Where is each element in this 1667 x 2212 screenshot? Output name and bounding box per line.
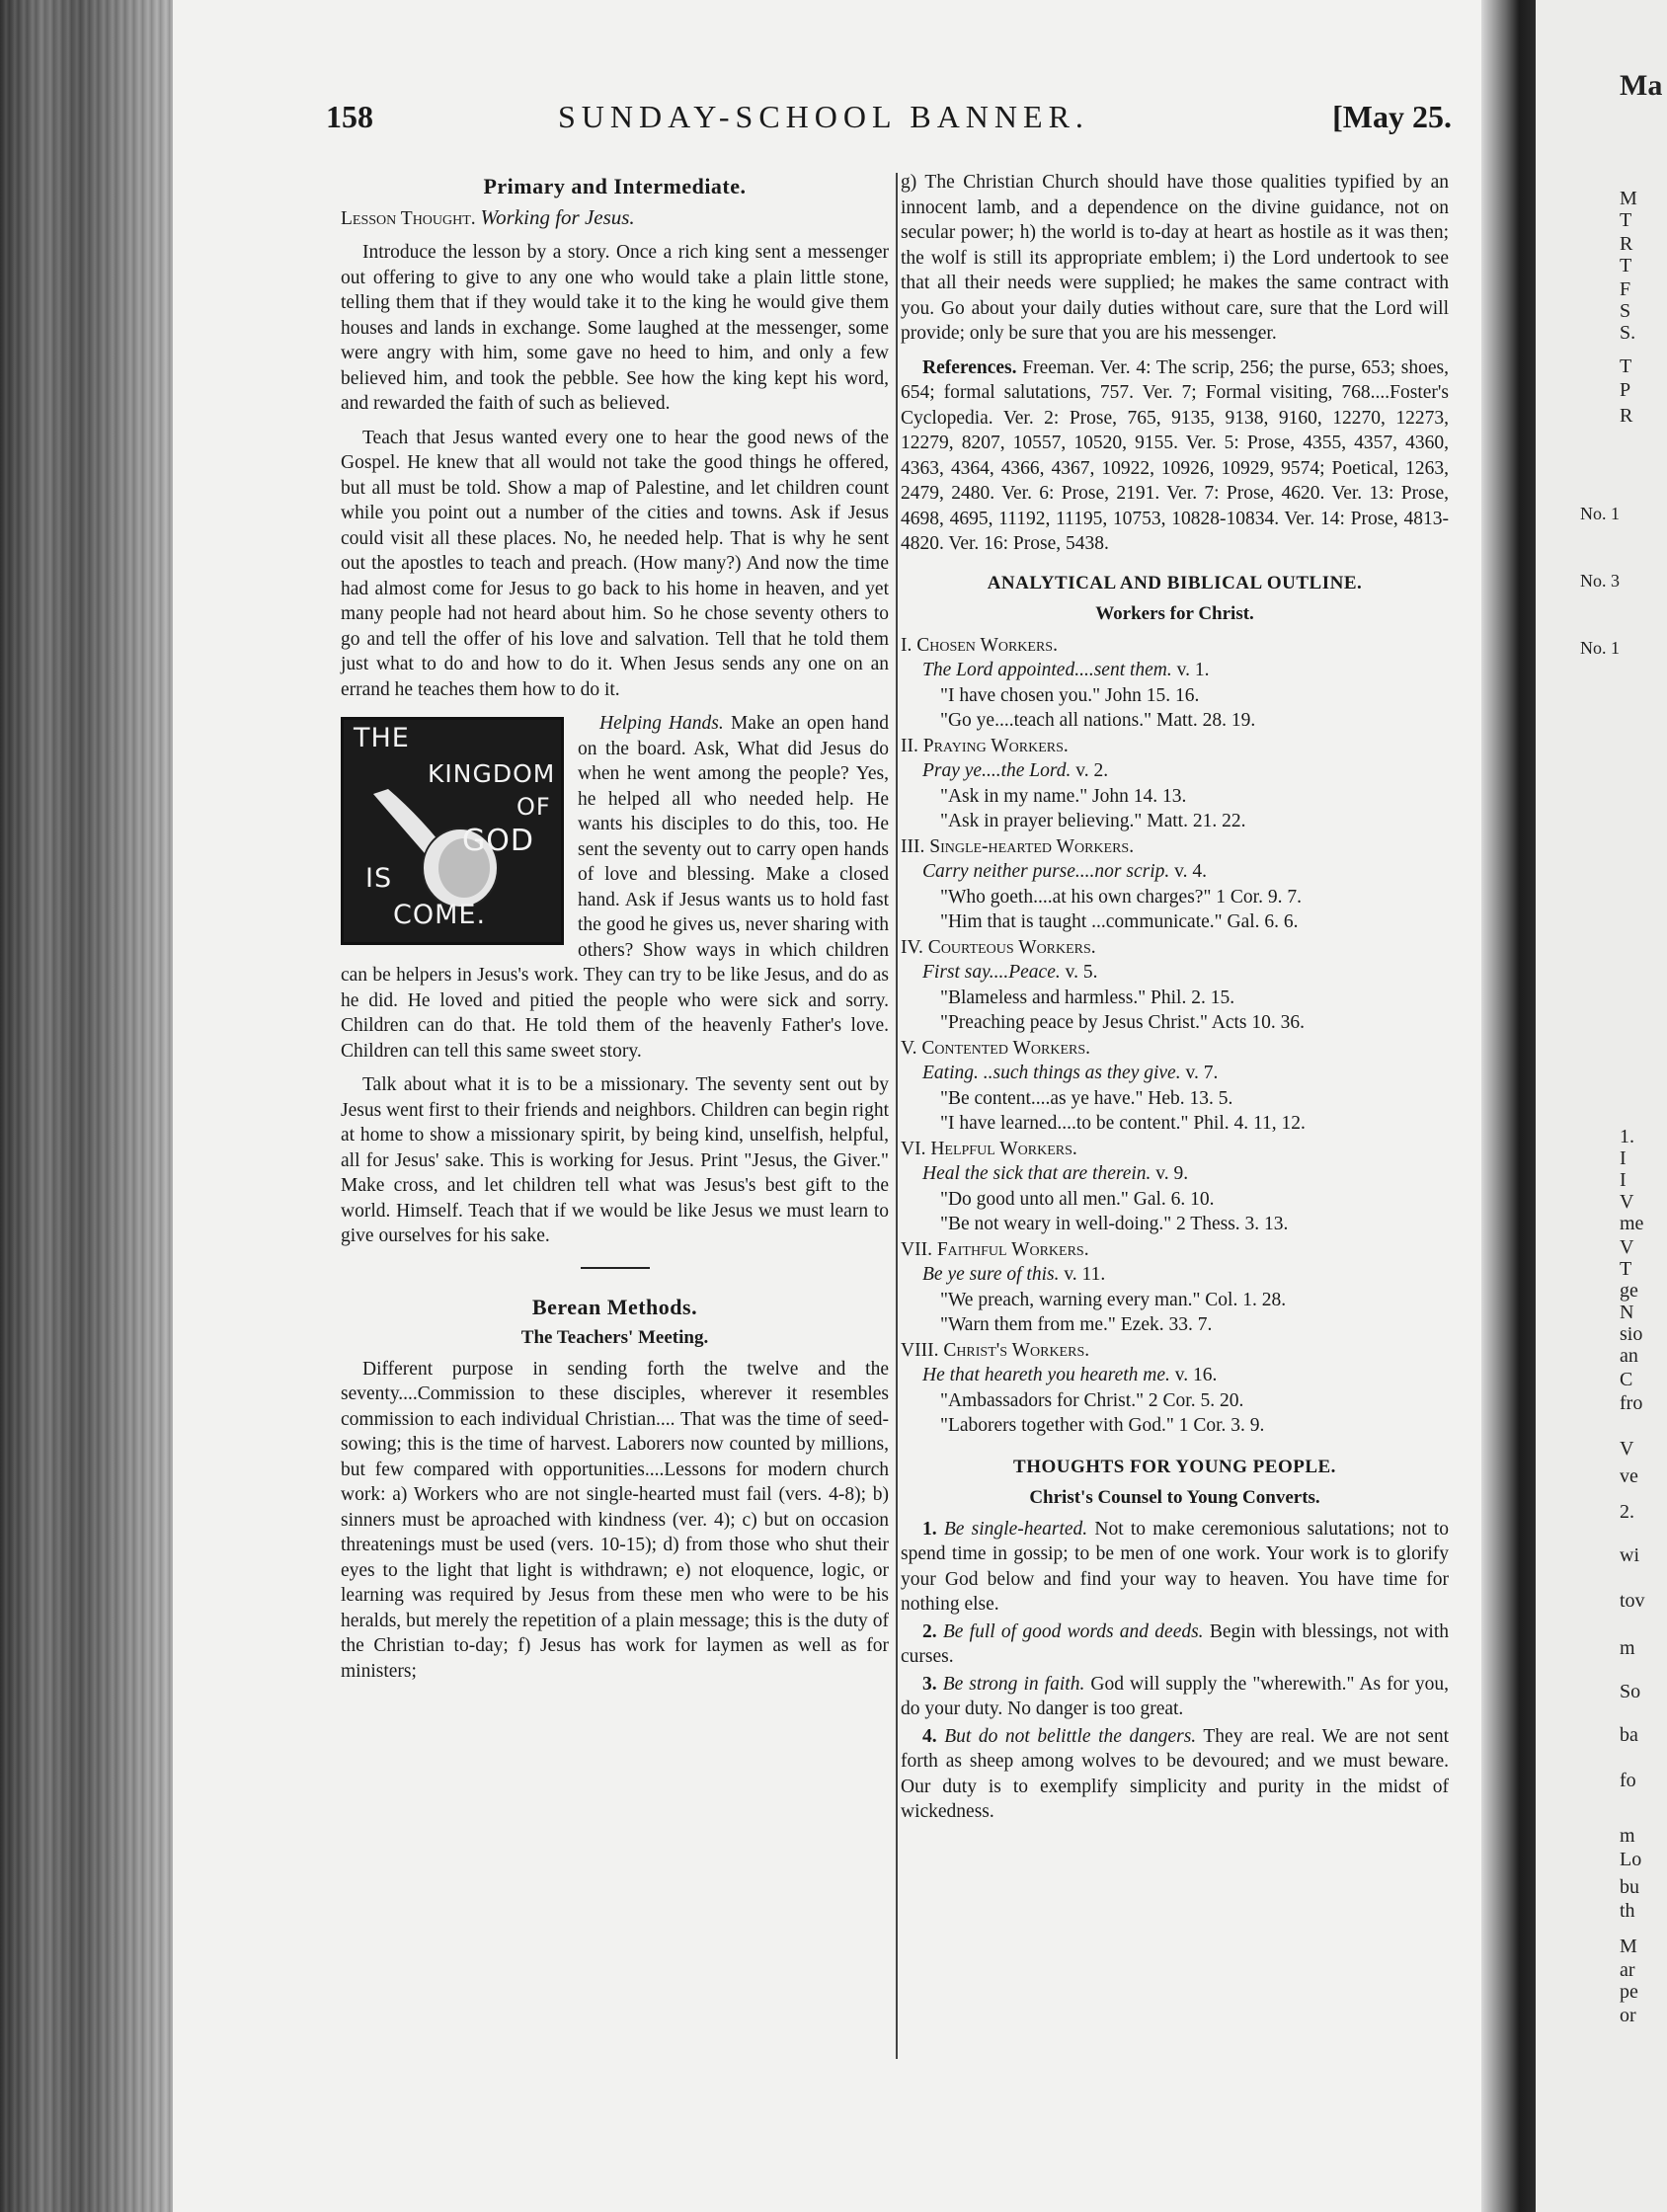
kingdom-of-god-illustration [341,717,564,945]
primary-paragraph-1: Introduce the lesson by a story. Once a rich king sent a messenger out offering to give to any one who would take a plain little stone, telling them that if they would take it to the king he would give them houses and lands in exchange. Some laughed at the messenger, some were angry with him, some gave no heed to him, and only a few believed him, and took the pebble. See how the king kept his word, and rewarded the faith of such as believed. [341,242,889,414]
primary-heading: Primary and Intermediate. [483,174,747,198]
outline-item-ref: v. 16. [1174,1365,1218,1385]
thought-title: Be strong in faith. [942,1673,1085,1695]
facing-page-fragment: T [1620,209,1632,231]
outline-item-text: Carry neither purse....nor scrip. [922,861,1170,882]
figure-text-come: COME. [393,900,487,930]
facing-page-fragment: T [1620,255,1632,276]
facing-page-fragment: I [1620,1169,1627,1191]
outline-item-ref: v. 11. [1064,1264,1106,1285]
thought-number: 2. [922,1620,937,1642]
outline-item-ref: v. 1. [1176,660,1210,680]
figure-text-the: THE [354,723,410,753]
outline-heading: ANALYTICAL AND BIBLICAL OUTLINE. [987,572,1363,593]
facing-page-fragment: V [1620,1438,1634,1460]
facing-page-fragment: S. [1620,322,1636,344]
facing-page-fragment: tov [1620,1590,1645,1612]
outline-item-line [922,658,1449,683]
facing-page-fragment: So [1620,1681,1641,1702]
facing-page-fragment: m [1620,1825,1635,1847]
figure-text-god: GOD [462,824,534,858]
facing-page-fragment: fro [1620,1392,1643,1414]
facing-page-fragment: Lo [1620,1849,1642,1870]
lesson-thought-text: Working for Jesus. [480,204,635,229]
facing-page-fragment: ba [1620,1724,1638,1746]
facing-page-fragment: No. 1 [1580,638,1620,658]
helping-hands-text: Make an open hand on the board. Ask, What did Jesus do when he went among the people? Yes, he helped all who needed help. He wants his disciples to do this, too. He sent the seventy out to carry open hands of love and blessing. Make a closed hand. Ask if Jesus wants us to hold fast the good he gives us, never sharing with others? Show ways in which children can be helpers in Jesus's work. They can try to be like Jesus, and do as he did. He loved and pitied the people who were sick and sorry. Children can do that. He told them of the heavenly Father's love. Children can tell this same sweet story. [341,713,889,1062]
outline-quote: "Ambassadors for Christ." 2 Cor. 5. 20. [940,1389,1244,1411]
outline-quote: "Warn them from me." Ezek. 33. 7. [940,1314,1213,1335]
page-gutter [1481,0,1536,2212]
facing-page-fragment: pe [1620,1981,1638,2003]
facing-page-fragment: P [1620,379,1631,401]
facing-page-fragment: me [1620,1213,1644,1234]
outline-quote: "Him that is taught ...communicate." Gal. 6. 6. [940,911,1299,932]
thought-item [901,1672,1449,1722]
outline-item-text: He that heareth you heareth me. [922,1365,1170,1385]
berean-heading: Berean Methods. [531,1294,698,1319]
facing-page-fragment: bu [1620,1876,1639,1898]
figure-text-is: IS [365,863,393,894]
thought-text: God will supply the "wherewith." As for you, do your duty. No danger is too great. [901,1673,1450,1719]
outline-quote: "Ask in my name." John 14. 13. [940,785,1187,807]
figure-text-kingdom: KINGDOM [428,759,556,788]
outline-subheading: Workers for Christ. [1095,603,1254,624]
section-rule [581,1267,650,1269]
page-number: 158 [326,99,373,134]
thought-item [901,1724,1449,1825]
outline-item-ref: v. 4. [1174,861,1207,882]
facing-page-fragment: R [1620,405,1633,427]
outline-quote: "Go ye....teach all nations." Matt. 28. 19. [940,710,1256,731]
outline-quote: "I have learned....to be content." Phil. 4. 11, 12. [940,1113,1306,1134]
facing-page-fragment: or [1620,2005,1636,2026]
thoughts-subheading: Christ's Counsel to Young Converts. [1029,1487,1320,1508]
facing-page-fragment: C [1620,1369,1633,1390]
outline-item-title: IV. Courteous Workers. [901,936,1096,958]
thought-title: Be single-hearted. [943,1518,1088,1540]
thought-text: Begin with blessings, not with curses. [901,1620,1450,1667]
thought-title: Be full of good words and deeds. [942,1620,1204,1642]
facing-page-fragment: Ma [1620,69,1663,102]
facing-page-fragment: I [1620,1147,1627,1169]
outline-item-line [922,1262,1449,1288]
berean-paragraph: Different purpose in sending forth the twelve and the seventy....Commission to these disciples, wherever it resembles commission to each individual Christian.... That was the time of seed-sowing; this is the time of harvest. Laborers now counted by millions, but few compared with opportunities....Lessons for modern church work: a) Workers who are not single-hearted must fail (vers. 4-8); b) sinners must be aproached with kindness (ver. 4); c) but on occasion threatenings must be used (vers. 10-15); d) from those who shut their eyes to the light that light is withdrawn; e) not eloquence, logic, or learning was required by Jesus from these men who were to be his heralds, but merely the repetition of a plain message; this is the duty of the Christian to-day; f) Jesus has work for laymen as well as for ministers; [341,1358,889,1682]
facing-page-fragment: an [1620,1345,1638,1367]
outline-item-title: V. Contented Workers. [901,1037,1091,1059]
references-text: Freeman. Ver. 4: The scrip, 256; the purse, 653; shoes, 654; formal salutations, 757. Ver. 7; Formal visiting, 768....Foster's Cyclopedia. Ver. 2: Prose, 765, 9135, 9138, 9160, 12270, 12273, 12279, 8207, 10557, 10520, 9155. Ver. 5: Prose, 4355, 4357, 4360, 4363, 4364, 4366, 4367, 10922, 10926, 10929, 9574; Poetical, 1263, 2479, 2480. Ver. 6: Prose, 2191. Ver. 7: Prose, 4620. Ver. 13: Prose, 4698, 4695, 11192, 11195, 10753, 10828-10834. Ver. 14: Prose, 4813-4820. Ver. 16: Prose, 5438. [901,356,1450,554]
facing-page-fragment: wi [1620,1544,1639,1566]
outline-item-line [922,1363,1449,1388]
thought-text: They are real. We are not sent forth as sheep among wolves to be devoured; and we must beware. Our duty is to exemplify simplicity and purity in the midst of wickedness. [901,1725,1449,1822]
facing-page-fragment: No. 1 [1580,504,1620,523]
helping-hands-block [341,711,889,1072]
outline-quote: "Blameless and harmless." Phil. 2. 15. [940,987,1235,1008]
thoughts-list [901,1517,1449,1825]
outline-item-line [922,758,1449,784]
facing-page-fragment: T [1620,356,1632,377]
outline-item-line [922,960,1449,986]
outline-item-ref: v. 7. [1185,1063,1219,1083]
facing-page-fragment: m [1620,1637,1635,1659]
facing-page-fragment: N [1620,1302,1634,1323]
facing-page-fragment: 1. [1620,1126,1634,1147]
outline-item-text: First say....Peace. [922,962,1061,983]
outline-item-title: I. Chosen Workers. [901,634,1058,656]
figure-text-of: OF [516,793,551,821]
facing-page-fragment: th [1620,1900,1635,1922]
helping-hands-title: Helping Hands. [599,713,724,734]
outline-quote: "Laborers together with God." 1 Cor. 3. 9. [940,1415,1265,1436]
outline-item-title: VII. Faithful Workers. [901,1238,1089,1260]
outline-list [901,633,1449,1439]
facing-page [1536,0,1667,2212]
outline-item-text: Eating. ..such things as they give. [922,1063,1181,1083]
facing-page-fragment: M [1620,1936,1637,1957]
facing-page-fragment: S [1620,300,1631,322]
outline-item-text: Heal the sick that are therein. [922,1163,1151,1184]
berean-continuation: g) The Christian Church should have those qualities typified by an innocent lamb, and a dependence on the divine guidance, not on secular power; h) the world is to-day at heart as hostile as it was then; the wolf is still its appropriate emblem; i) the Lord undertook to see that all their needs were supplied; he makes the same contract with you. Go about your daily duties without care, sure that the Lord will provide; only be sure that you are his messenger. [901,172,1449,344]
outline-item-title: III. Single-hearted Workers. [901,835,1135,857]
right-column [901,170,1449,1827]
facing-page-fragment: ge [1620,1280,1638,1302]
left-column [341,170,889,1693]
outline-item-line [922,1061,1449,1086]
teachers-meeting-heading: The Teachers' Meeting. [520,1327,709,1348]
thought-number: 4. [922,1725,937,1747]
outline-item-ref: v. 5. [1065,962,1098,983]
thought-text: Not to make ceremonious salutations; not to spend time in gossip; to be men of one work. Your work is to glorify your God below and find your way to heaven. You have time for nothing else. [901,1518,1449,1615]
thought-item [901,1620,1449,1670]
outline-quote: "Be not weary in well-doing." 2 Thess. 3. 13. [940,1214,1289,1234]
outline-item-line [922,859,1449,885]
outline-quote: "Who goeth....at his own charges?" 1 Cor. 9. 7. [940,886,1302,908]
thought-number: 1. [922,1518,937,1540]
references-label: References. [922,356,1017,378]
facing-page-fragment: ve [1620,1465,1638,1487]
thought-number: 3. [922,1673,937,1695]
outline-quote: "Preaching peace by Jesus Christ." Acts 10. 36. [940,1012,1306,1033]
facing-page-fragment: T [1620,1258,1632,1280]
issue-date: [May 25. [1332,99,1452,134]
thought-title: But do not belittle the dangers. [944,1725,1197,1747]
facing-page-fragment: V [1620,1236,1634,1258]
facing-page-fragment: No. 3 [1580,571,1620,591]
outline-item-line [922,1161,1449,1187]
facing-page-fragment: F [1620,278,1631,300]
facing-page-fragment: ar [1620,1959,1635,1981]
outline-quote: "Ask in prayer believing." Matt. 21. 22. [940,811,1246,831]
primary-paragraph-2: Teach that Jesus wanted every one to hear the good news of the Gospel. He knew that all would not take the good things he offered, but all must be told. Show a map of Palestine, and let children count while you point out a number of the cities and towns. Ask if Jesus could visit all these places. No, he needed help. That is why he sent out the apostles to teach and preach. (How many?) And now the time had almost come for Jesus to go back to his home in heaven, and yet many people had not heard about him. So he chose seventy others to go and tell the offer of his love and salvation. Tell that he told them just what to do and how to do it. When Jesus sends any one on an errand he teaches them how to do it. [341,427,889,700]
facing-page-fragment: 2. [1620,1501,1634,1523]
facing-page-fragment: fo [1620,1770,1636,1791]
outline-item-title: II. Praying Workers. [901,735,1069,756]
journal-title: SUNDAY-SCHOOL BANNER. [558,99,1089,134]
facing-page-fragment: sio [1620,1323,1643,1345]
outline-quote: "I have chosen you." John 15. 16. [940,684,1200,706]
outline-item-ref: v. 9. [1155,1163,1189,1184]
outline-quote: "Be content....as ye have." Heb. 13. 5. [940,1087,1233,1109]
outline-item-ref: v. 2. [1075,760,1109,781]
outline-item-text: Pray ye....the Lord. [922,760,1072,781]
thoughts-heading: THOUGHTS FOR YOUNG PEOPLE. [1013,1456,1336,1477]
outline-item-text: Be ye sure of this. [922,1264,1060,1285]
outline-quote: "We preach, warning every man." Col. 1. 28. [940,1289,1287,1310]
lesson-thought [341,205,889,232]
running-header [326,99,1452,148]
book-spine [0,0,173,2212]
references-paragraph [901,356,1449,557]
outline-item-text: The Lord appointed....sent them. [922,660,1172,680]
outline-item-title: VIII. Christ's Workers. [901,1339,1090,1361]
primary-paragraph-4: Talk about what it is to be a missionary. The seventy sent out by Jesus went first to their friends and neighbors. Children can begin right at home to show a missionary spirit, by being kind, unselfish, helpful, all for Jesus' sake. This is working for Jesus. Print "Jesus, the Giver." Make cross, and let children tell what was Jesus's best gift to the world. Himself. Teach that if we would be like Jesus we must learn to give ourselves for his sake. [341,1074,889,1246]
outline-quote: "Do good unto all men." Gal. 6. 10. [940,1188,1215,1210]
facing-page-fragment: M [1620,188,1637,209]
outline-item-title: VI. Helpful Workers. [901,1138,1077,1159]
thought-item [901,1517,1449,1618]
lesson-thought-label: Lesson Thought. [341,207,476,229]
column-divider [896,173,898,2059]
facing-page-fragment: R [1620,233,1633,255]
facing-page-fragment: V [1620,1191,1634,1213]
